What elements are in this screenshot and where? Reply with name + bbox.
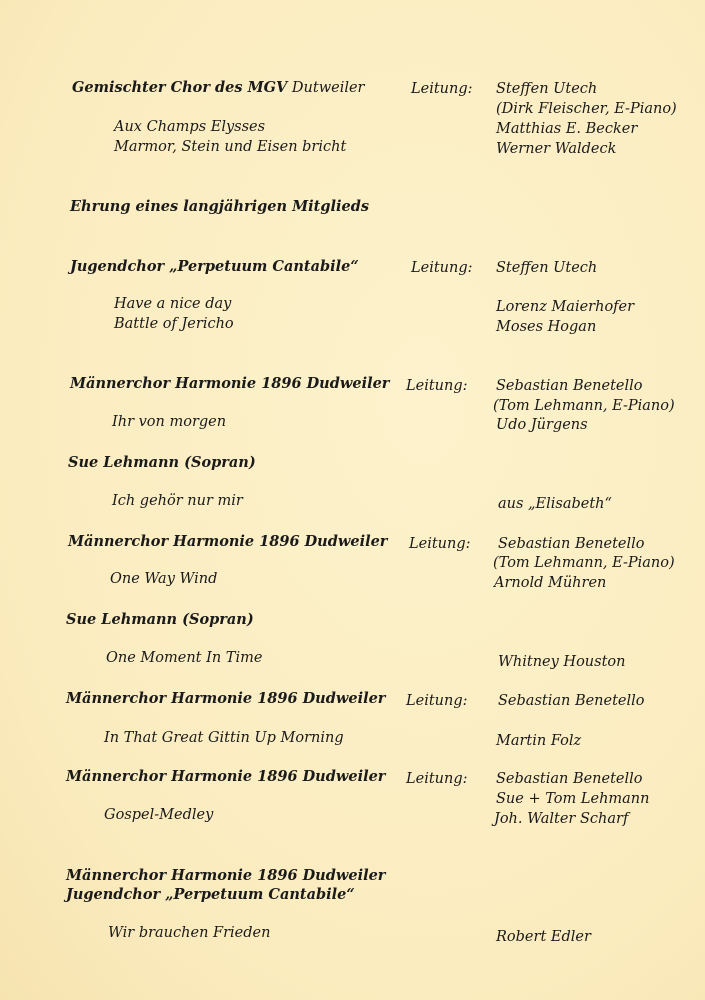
leitung-label: Leitung: <box>406 378 468 394</box>
composer-name: Arnold Mühren <box>494 575 607 591</box>
piece-title: Marmor, Stein und Eisen bricht <box>114 139 347 155</box>
piece-title: Wir brauchen Frieden <box>108 925 271 941</box>
conductor-name: Sebastian Benetello <box>496 378 643 394</box>
composer-name: Whitney Houston <box>498 654 626 670</box>
performer-name: Ehrung eines langjährigen Mitglieds <box>70 198 370 215</box>
composer-name: Robert Edler <box>496 929 591 945</box>
piece-title: Ich gehör nur mir <box>112 493 243 509</box>
composer-name: Moses Hogan <box>496 319 597 335</box>
composer-name: Werner Waldeck <box>496 141 617 157</box>
conductor-name: Steffen Utech <box>496 81 598 97</box>
piece-title: In That Great Gittin Up Morning <box>104 730 344 746</box>
performer-name: Männerchor Harmonie 1896 Dudweiler <box>66 867 386 884</box>
performer-name: Sue Lehmann (Sopran) <box>68 454 256 471</box>
conductor-note: (Tom Lehmann, E-Piano) <box>493 555 675 571</box>
performer-name: Männerchor Harmonie 1896 Dudweiler <box>66 690 386 707</box>
composer-name: Udo Jürgens <box>496 417 588 433</box>
composer-name: aus „Elisabeth“ <box>498 496 612 512</box>
piece-title: Have a nice day <box>114 296 232 312</box>
leitung-label: Leitung: <box>411 260 473 276</box>
piece-title: One Moment In Time <box>106 650 263 666</box>
piece-title: Aux Champs Elysses <box>114 119 266 135</box>
conductor-name: Sebastian Benetello <box>498 693 645 709</box>
composer-name: Lorenz Maierhofer <box>496 299 635 315</box>
conductor-name: Sebastian Benetello <box>496 771 643 787</box>
performer-name: Jugendchor „Perpetuum Cantabile“ <box>70 258 359 275</box>
performer-name-tail: Dutweiler <box>291 80 365 96</box>
conductor-note: Sue + Tom Lehmann <box>496 791 650 807</box>
composer-name: Martin Folz <box>496 733 582 749</box>
performer-name-line2: Jugendchor „Perpetuum Cantabile“ <box>66 886 355 903</box>
leitung-label: Leitung: <box>406 693 468 709</box>
piece-title: Gospel-Medley <box>104 807 214 823</box>
piece-title: One Way Wind <box>110 571 218 587</box>
conductor-name: Steffen Utech <box>496 260 598 276</box>
performer-name: Männerchor Harmonie 1896 Dudweiler <box>66 768 386 785</box>
performer-name: Männerchor Harmonie 1896 Dudweiler <box>68 533 388 550</box>
composer-name: Matthias E. Becker <box>496 121 638 137</box>
conductor-note: (Dirk Fleischer, E-Piano) <box>496 101 677 117</box>
composer-name: Joh. Walter Scharf <box>494 811 629 827</box>
leitung-label: Leitung: <box>411 81 473 97</box>
performer-heading <box>72 78 365 98</box>
conductor-name: Sebastian Benetello <box>498 536 645 552</box>
conductor-note: (Tom Lehmann, E-Piano) <box>493 398 675 414</box>
performer-name: Gemischter Chor des MGV <box>72 79 288 96</box>
performer-name: Sue Lehmann (Sopran) <box>66 611 254 628</box>
piece-title: Ihr von morgen <box>112 414 227 430</box>
leitung-label: Leitung: <box>409 536 471 552</box>
leitung-label: Leitung: <box>406 771 468 787</box>
performer-name: Männerchor Harmonie 1896 Dudweiler <box>70 375 390 392</box>
piece-title: Battle of Jericho <box>114 316 234 332</box>
